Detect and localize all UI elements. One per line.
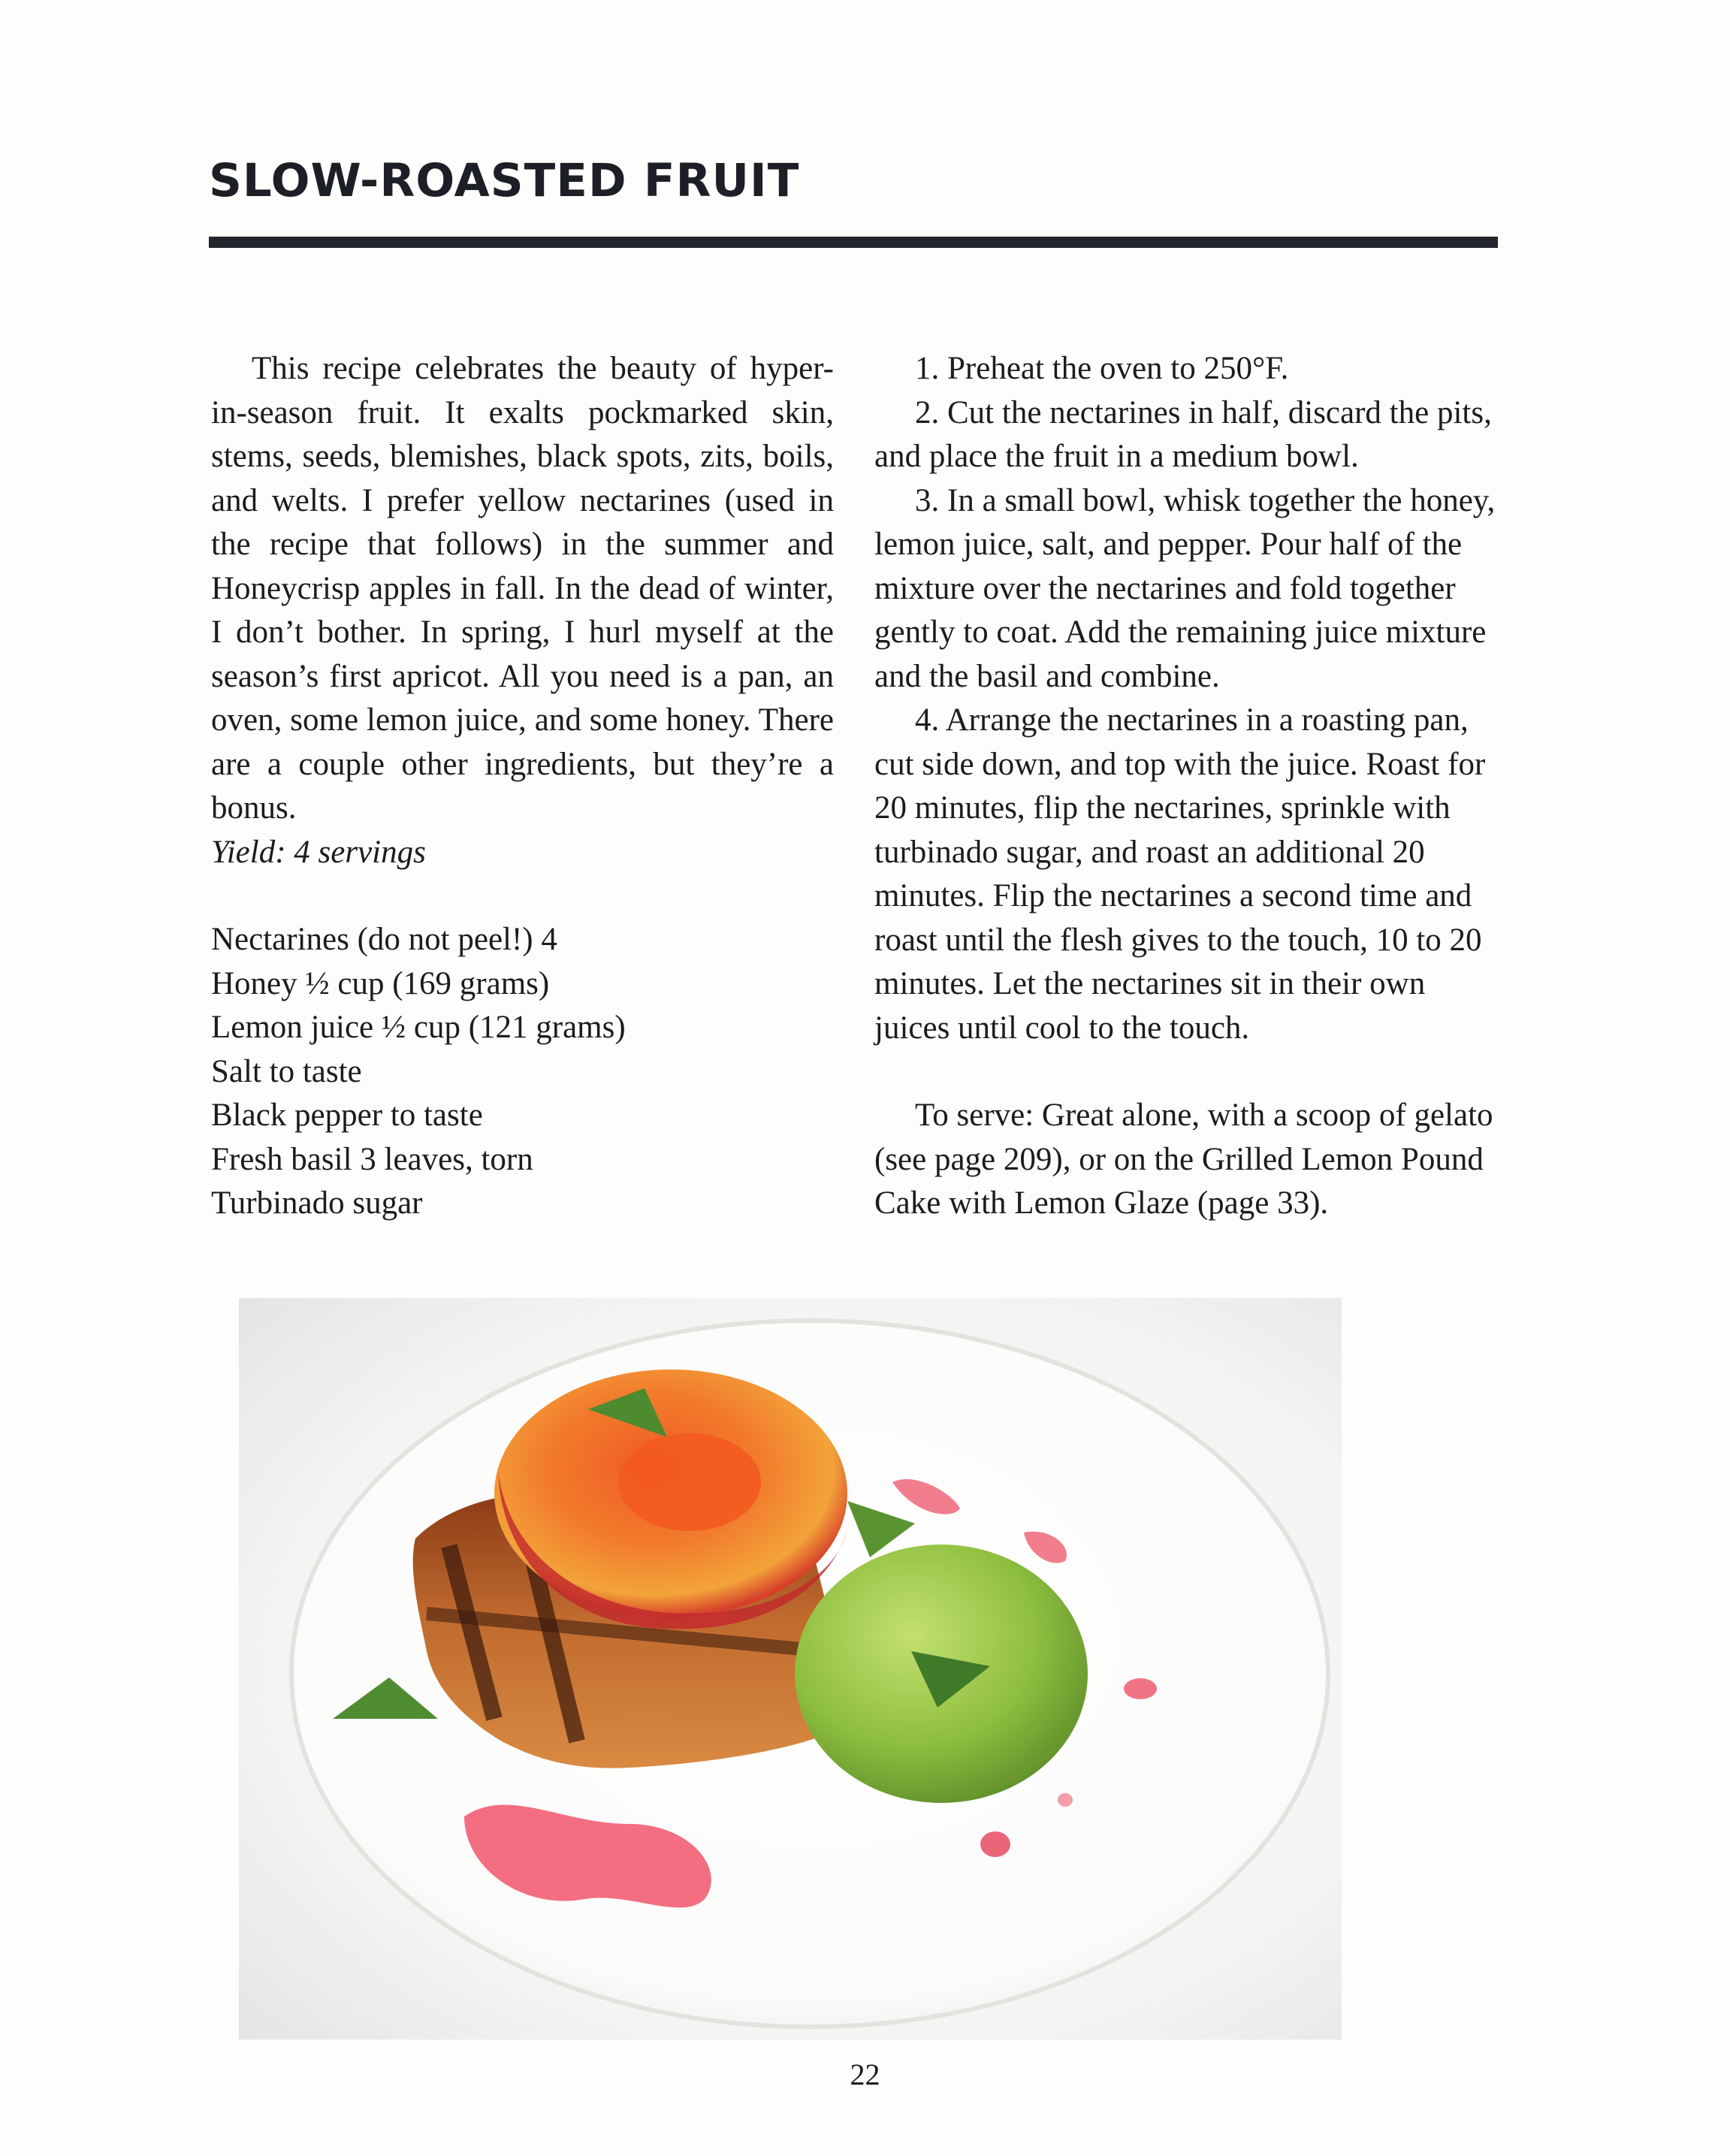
ingredient-list	[211, 918, 834, 1226]
page-number: 22	[850, 2058, 880, 2091]
right-column	[874, 347, 1502, 1226]
sauce-drop	[1124, 1678, 1157, 1699]
intro-paragraph: This recipe celebrates the beauty of hyper-in-season fruit. It exalts pockmarked skin, stems, seeds, blemishes, black spots, zits, boils, and welts. I prefer yellow nectarines (used in the recipe that follows) in the summer and Honeycrisp apples in fall. In the dead of winter, I don’t bother. In spring, I hurl myself at the season’s first apricot. All you need is a pan, an oven, some lemon juice, and some honey. There are a couple other ingredients, but they’re a bonus.	[211, 351, 834, 826]
ingredient-item: Black pepper to taste	[211, 1098, 483, 1133]
ingredient-item: Lemon juice ½ cup (121 grams)	[211, 1010, 626, 1045]
spacer	[211, 874, 834, 918]
yield-line: Yield: 4 servings	[211, 834, 426, 870]
recipe-title: SLOW-ROASTED FRUIT	[209, 154, 800, 207]
sauce-drop	[1058, 1793, 1073, 1807]
ingredient-item: Nectarines (do not peel!) 4	[211, 922, 557, 957]
ingredient-item: Fresh basil 3 leaves, torn	[211, 1141, 533, 1177]
step-4: 4. Arrange the nectarines in a roasting pan, cut side down, and top with the juice. Roast for 20 minutes, flip the nectarines, sprinkle with turbinado sugar, and roast an additional 20 minutes. Flip the nectarines a second time and roast until the flesh gives to the touch, 10 to 20 minutes. Let the nectarines sit in their own juices until cool to the touch.	[874, 702, 1486, 1046]
nectarine-pit-cavity	[618, 1433, 761, 1531]
ingredient-item: Honey ½ cup (169 grams)	[211, 965, 550, 1001]
ingredient-item: Turbinado sugar	[211, 1185, 423, 1221]
serving-suggestion: To serve: Great alone, with a scoop of gelato (see page 209), or on the Grilled Lemon Pound Cake with Lemon Glaze (page 33).	[874, 1098, 1493, 1221]
spacer	[874, 1050, 1502, 1094]
step-3: 3. In a small bowl, whisk together the honey, lemon juice, salt, and pepper. Pour half of the mixture over the nectarines and fold together gently to coat. Add the remaining juice mixture and the basil and combine.	[874, 482, 1496, 694]
step-2: 2. Cut the nectarines in half, discard the pits, and place the fruit in a medium bowl.	[874, 394, 1492, 474]
title-rule	[209, 237, 1498, 248]
dish-photo	[239, 1298, 1342, 2040]
sauce-drop	[980, 1831, 1010, 1857]
step-1: 1. Preheat the oven to 250°F.	[915, 351, 1289, 386]
ingredient-item: Salt to taste	[211, 1053, 362, 1089]
left-column	[211, 347, 834, 1226]
